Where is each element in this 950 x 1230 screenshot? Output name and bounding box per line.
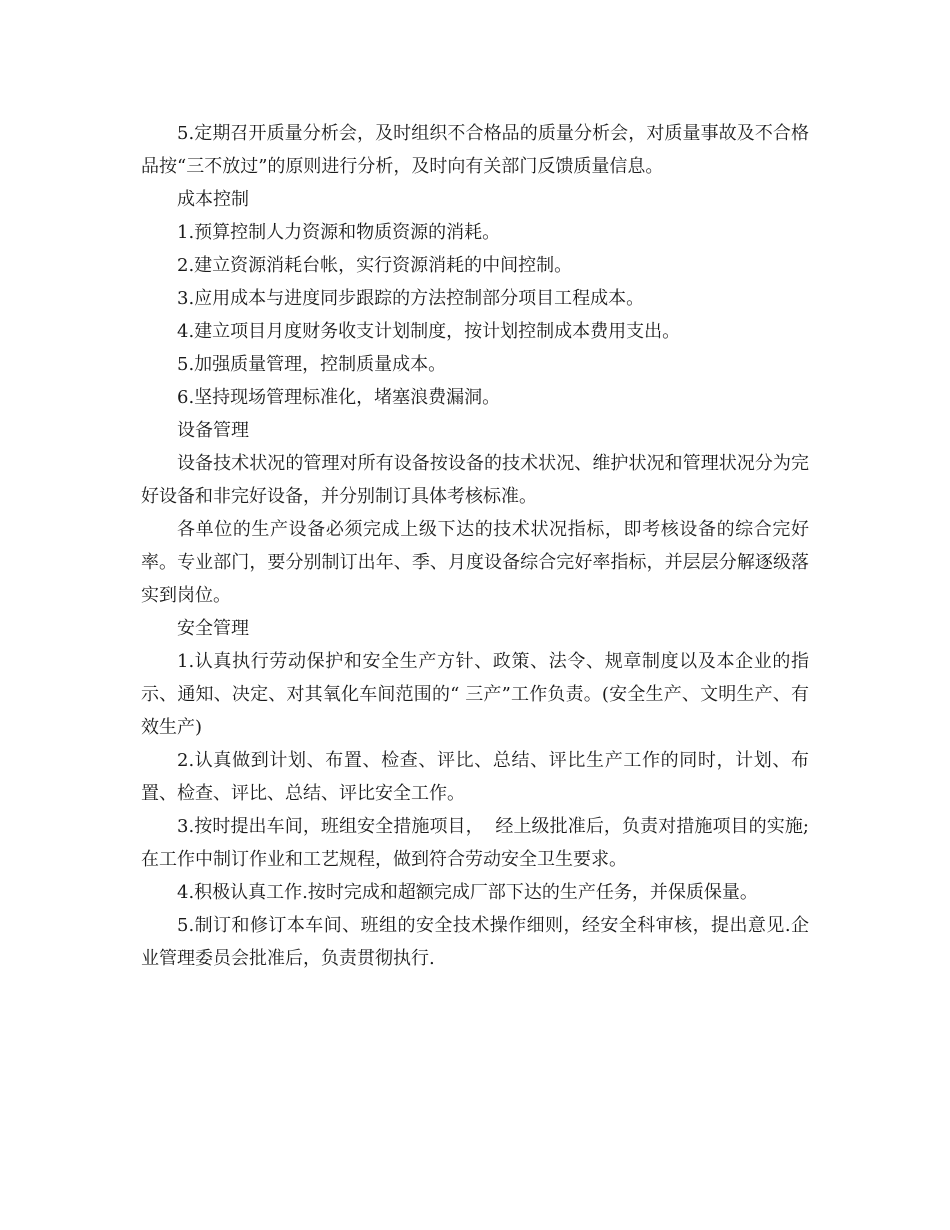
- paragraph: 6.坚持现场管理标准化，堵塞浪费漏洞。: [177, 387, 501, 408]
- paragraph: 5.加强质量管理，控制质量成本。: [177, 354, 447, 375]
- paragraph: 4.积极认真工作.按时完成和超额完成厂部下达的生产任务，并保质保量。: [177, 882, 758, 903]
- paragraph: 各单位的生产设备必须完成上级下达的技术状况指标，即考核设备的综合完好率。专业部门，要分别制订出年、季、月度设备综合完好率指标，并层层分解逐级落实到岗位。: [141, 519, 809, 606]
- paragraph: 设备技术状况的管理对所有设备按设备的技术状况、维护状况和管理状况分为完好设备和非完好设备，并分别制订具体考核标准。: [141, 453, 809, 507]
- section-heading-equipment-management: 设备管理: [177, 420, 249, 441]
- paragraph: 1.预算控制人力资源和物质资源的消耗。: [177, 222, 501, 243]
- paragraph: 3.应用成本与进度同步跟踪的方法控制部分项目工程成本。: [177, 288, 645, 309]
- document-body: [141, 117, 809, 975]
- paragraph: 5.定期召开质量分析会，及时组织不合格品的质量分析会，对质量事故及不合格品按“三不放过”的原则进行分析，及时向有关部门反馈质量信息。: [141, 123, 809, 177]
- section-heading-cost-control: 成本控制: [177, 189, 249, 210]
- paragraph: 5.制订和修订本车间、班组的安全技术操作细则，经安全科审核，提出意见.企业管理委员会批准后，负责贯彻执行.: [141, 915, 809, 969]
- paragraph: 1.认真执行劳动保护和安全生产方针、政策、法令、规章制度以及本企业的指示、通知、决定、对其氧化车间范围的“ 三产”工作负责。(安全生产、文明生产、有效生产): [141, 651, 809, 738]
- paragraph: 2.建立资源消耗台帐，实行资源消耗的中间控制。: [177, 255, 573, 276]
- paragraph: 2.认真做到计划、布置、检查、评比、总结、评比生产工作的同时，计划、布置、检查、评比、总结、评比安全工作。: [141, 750, 809, 804]
- section-heading-safety-management: 安全管理: [177, 618, 249, 639]
- paragraph: 4.建立项目月度财务收支计划制度，按计划控制成本费用支出。: [177, 321, 681, 342]
- paragraph: 3.按时提出车间，班组安全措施项目， 经上级批准后，负责对措施项目的实施;在工作中制订作业和工艺规程，做到符合劳动安全卫生要求。: [141, 816, 809, 870]
